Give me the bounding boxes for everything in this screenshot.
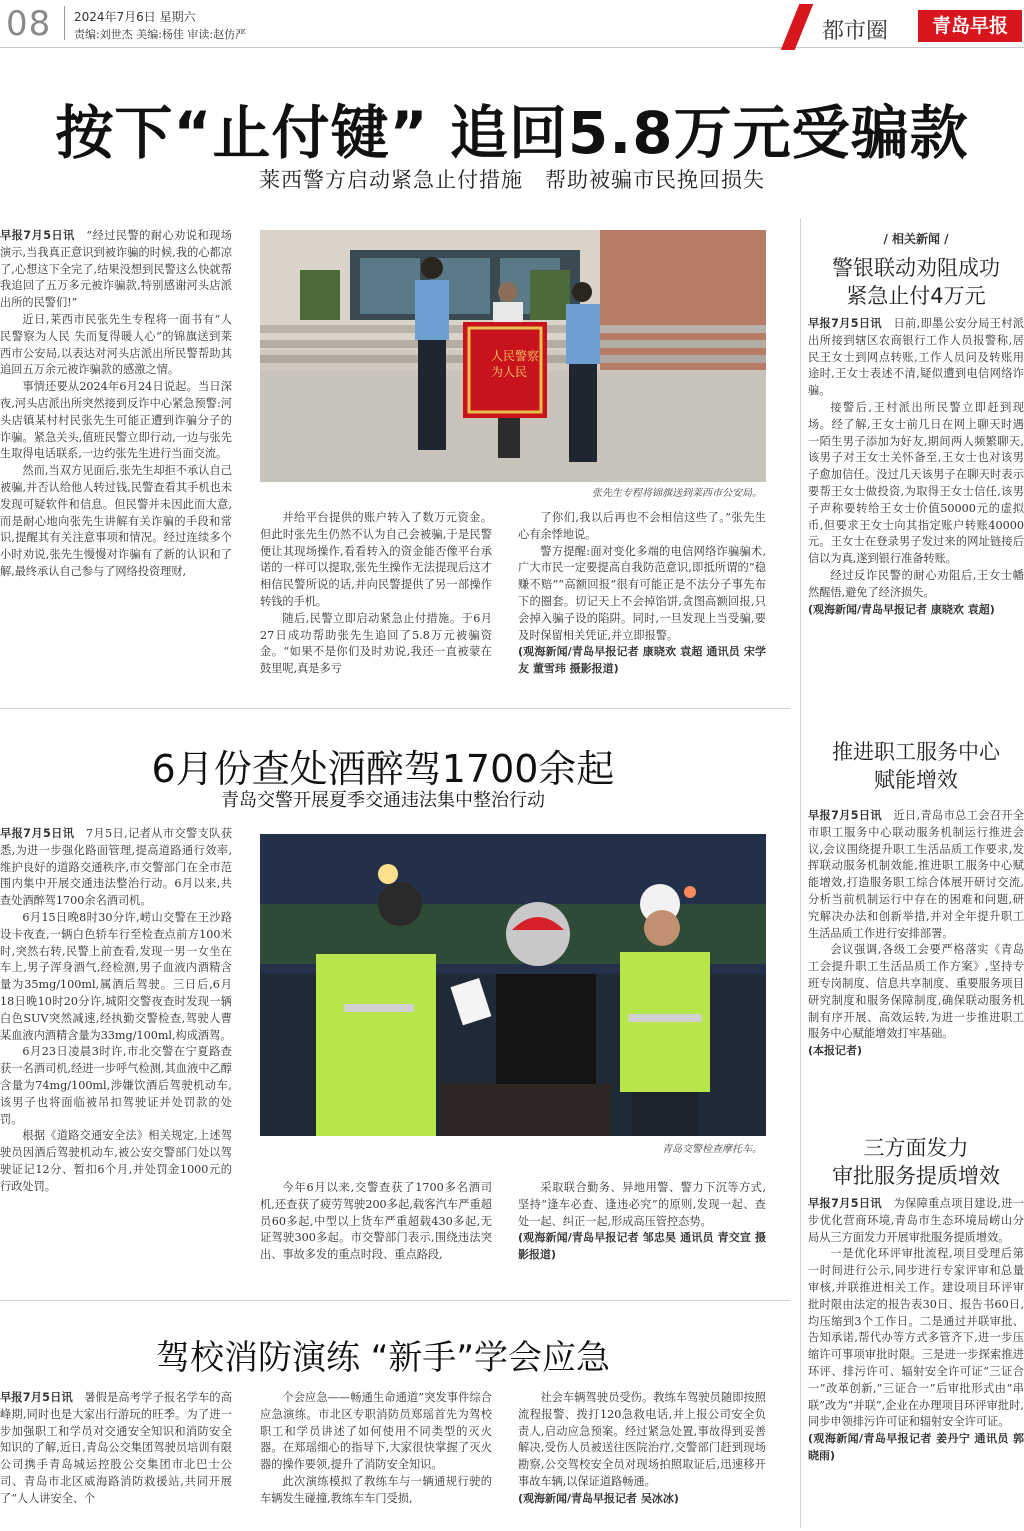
sidebar-story2-title: 推进职工服务中心 赋能增效 <box>832 740 1000 792</box>
paragraph <box>260 1474 492 1508</box>
paragraph-text: 社会车辆驾驶员受伤。教练车驾驶员随即按照流程报警、拨打120急救电话,并上报公司安全负责人,启动应急预案。经过紧急处置,事故得到妥善解决,受伤人员被送往医院治疗,交警部门赶到现场勘察,公交驾校安全员对现场拍照取证后,迅速移开事故车辆,以保证道路畅通。 <box>518 1391 766 1488</box>
paragraph-text: 根据《道路交通安全法》相关规定,上述驾驶员因酒后驾驶机动车,被公安交警部门处以驾驶证记12分、暂扣6个月,并处罚金1000元的行政处罚。 <box>0 1129 232 1193</box>
paragraph <box>518 544 766 645</box>
byline: (观海新闻/青岛早报记者 邹忠昊 通讯员 青交宣 摄影报道) <box>518 1231 766 1262</box>
paragraph <box>260 1180 492 1264</box>
dateline: 早报7月5日讯 <box>0 827 86 840</box>
paragraph-text: 6月23日凌晨3时许,市北交警在宁夏路查获一名酒司机,经进一步呼气检测,其血液中乙醇含量为74mg/100ml,涉嫌饮酒后驾驶机动车,该男子也将面临被吊扣驾驶证并处罚款的处罚。 <box>0 1045 232 1126</box>
story2-column-1 <box>0 826 232 1196</box>
paragraph-text: 会议强调,各级工会要严格落实《青岛工会提升职工生活品质工作方案》,坚持专班专岗制度、信息共享制度、重要服务项目研究制度和服务保障制度,确保联动服务机制有序开展、高效运转,为进一步推进职工服务中心赋能增效打牢基础。 <box>808 943 1024 1041</box>
paragraph <box>808 1246 1024 1431</box>
svg-text:人民警察: 人民警察 <box>491 349 540 363</box>
paragraph <box>260 1390 492 1474</box>
paragraph <box>0 312 232 379</box>
story2-photo <box>260 834 766 1136</box>
byline: (观海新闻/青岛早报记者 康晓欢 袁超) <box>808 602 995 616</box>
sidebar-story1-title: 警银联动劝阻成功 紧急止付4万元 <box>832 256 1000 308</box>
paragraph-text: 并给平台提供的账户转入了数万元资金。但此时张先生仍然不认为自己会被骗,于是民警便让其现场操作,看看转入的资金能否像平台承诺的一样可以提取,张先生操作无法提现后这才相信民警所说的话,并向民警提供了另一部操作转钱的手机。 <box>260 511 492 608</box>
paragraph-text: 7月5日,记者从市交警支队获悉,为进一步强化路面管理,提高道路通行效率,维护良好的道路交通秩序,市交警部门在全市范围内集中开展交通违法整治行动。6月以来,共查处酒醉驾1700余名酒司机。 <box>0 827 233 908</box>
story3-column-3 <box>518 1390 766 1508</box>
story3-headline: 驾校消防演练 “新手”学会应急 <box>155 1338 611 1378</box>
paragraph-text: 接警后,王村派出所民警立即赶到现场。经了解,王女士前几日在网上聊天时遇一陌生男子添加为好友,期间两人频繁聊天,该男子对王女士关怀备至,王女士也对该男子愈加信任。没过几天该男子在聊天时表示要帮王女士做投资,为取得王女士信任,该男子声称要转给王女士价值50000元的虚拟币,但要求王女士向其指定账户转账40000元。王女士在登录男子发过来的网址链接后信以为真,遂到银行准备转账。 <box>808 400 1024 566</box>
page-number: 08 <box>6 4 52 44</box>
sidebar-story3-body <box>808 1196 1024 1465</box>
paragraph-text: 6月15日晚8时30分许,崂山交警在王沙路设卡夜查,一辆白色轿车行至检查点前方100米时,突然右转,民警上前查看,发现一男一女坐在车上,男子浑身酒气,经检测,男子血液内酒精含量为35mg/100ml,属酒后驾驶。三日后,6月18日晚10时20分许,城阳交警夜查时发现一辆白色SUV突然减速,经执勤交警检查,驾驶人曹某血液内酒精含量为33mg/100ml,构成酒驾。 <box>0 910 232 1042</box>
sidebar-story1-body <box>808 316 1024 618</box>
paragraph-text: 今年6月以来,交警查获了1700多名酒司机,还查获了疲劳驾驶200多起,载客汽车严重超员60多起,中型以上货车严重超载430多起,无证驾驶300多起。市交警部门表示,围绕违法突出、事故多发的重点时段、重点路段, <box>260 1181 492 1262</box>
byline: (观海新闻/青岛早报记者 姜丹宁 通讯员 郭晓雨) <box>808 1432 1024 1462</box>
dateline: 早报7月5日讯 <box>808 809 894 822</box>
byline: (观海新闻/青岛早报记者 康晓欢 袁超 通讯员 宋学友 董雪玮 摄影报道) <box>518 645 766 676</box>
lead-subhead: 莱西警方启动紧急止付措施 帮助被骗市民挽回损失 <box>259 168 765 192</box>
section-divider <box>0 1300 790 1301</box>
paragraph-text: “经过民警的耐心劝说和现场演示,当我真正意识到被诈骗的时候,我的心都凉了,心想这下全完了,结果没想到民警这么快就帮我追回了五万多元被诈骗款,特别感谢河头店派出所的民警们!” <box>0 229 232 310</box>
dateline: 早报7月5日讯 <box>808 1197 894 1210</box>
paragraph-text: 随后,民警立即启动紧急止付措施。于6月27日成功帮助张先生追回了5.8万元被骗资金。“如果不是你们及时劝说,我还一直被蒙在鼓里呢,真是多亏 <box>260 611 492 676</box>
paragraph-text: 事情还要从2024年6月24日说起。当日深夜,河头店派出所突然接到反诈中心紧急预警:河头店镇某村村民张先生可能正遭到诈骗分子的诈骗。紧急关头,值班民警立即行动,一边与张先生取得电话联系,一边约张先生进行当面交流。 <box>0 380 232 461</box>
story2-column-3 <box>518 1180 766 1264</box>
related-news-label: / 相关新闻 / <box>883 232 949 246</box>
paragraph <box>0 1390 232 1508</box>
paragraph <box>808 808 1024 942</box>
story2-column-2 <box>260 1180 492 1264</box>
paragraph-text: 暑假是高考学子报名学车的高峰期,同时也是大家出行游玩的旺季。为了进一步加强职工和学员对交通安全知识和消防安全知识的了解,近日,青岛公交集团驾驶员培训有限公司携手青岛城运控股公交集团市北巴士公司、青岛市北区威海路消防救援站,共同开展了“人人讲安全、个 <box>0 1391 232 1505</box>
lead-headline: 按下“止付键” 追回5.8万元受骗款 <box>55 99 969 167</box>
paragraph <box>518 510 766 544</box>
dateline: 早报7月5日讯 <box>808 317 894 330</box>
paragraph <box>0 1044 232 1128</box>
paragraph-text: 一是优化环评审批流程,项目受理后第一时间进行公示,同步进行专家评审和总量审核,并联推进相关工作。建设项目环评审批时限由法定的报告表30日、报告书60日,均压缩到3个工作日。二是通过并联审批、告知承诺,帮代办等方式多管齐下,进一步压缩许可事项审批时限。三是进一步探索推进环评、排污许可、辐射安全许可证“三证合一”改革创新,“三证合一”后审批形式由“串联”改为“并联”,企业在办理项目环评审批时,同步申领排污许可证和辐射安全许可证。 <box>808 1247 1024 1429</box>
paragraph-text: 警方提醒:面对变化多端的电信网络诈骗骗术,广大市民一定要提高自我防范意识,即抵所谓的“稳赚不赔”“高额回报”很有可能正是不法分子事先布下的圈套。切记天上不会掉馅饼,贪图高额回报,只会掉入骗子设的陷阱。同时,一旦发现上当受骗,要及时保留相关凭证,并立即报警。 <box>518 544 766 642</box>
paragraph-text: 了你们,我以后再也不会相信这些了。”张先生心有余悸地说。 <box>518 511 766 541</box>
police-banner-photo <box>260 230 766 482</box>
paragraph-text: 日前,即墨公安分局王村派出所接到辖区农商银行工作人员报警称,居民王女士到网点转账,工作人员问及转账用途时,王女士表述不清,疑似遭到电信网络诈骗。 <box>808 317 1024 398</box>
lead-photo-caption: 张先生专程将锦旗送到莱西市公安局。 <box>592 488 762 499</box>
story2-headline: 6月份查处酒醉驾1700余起 <box>151 747 615 791</box>
lead-column-3 <box>518 510 766 678</box>
editor-credits: 责编:刘世杰 美编:杨佳 审读:赵仿严 <box>74 28 247 41</box>
paragraph <box>0 1128 232 1195</box>
paragraph <box>518 1390 766 1491</box>
newspaper-logo: 青岛早报 <box>918 10 1022 42</box>
paragraph <box>0 463 232 581</box>
paragraph <box>808 316 1024 400</box>
paragraph <box>808 942 1024 1043</box>
paragraph-text: 经过反诈民警的耐心劝阻后,王女士幡然醒悟,避免了经济损失。 <box>808 568 1024 599</box>
svg-text:为人民: 为人民 <box>491 365 528 379</box>
masthead-divider <box>64 6 65 40</box>
paragraph <box>0 910 232 1044</box>
paragraph-text: 为保障重点项目建设,进一步优化营商环境,青岛市生态环境局崂山分局从三方面发力开展审批服务提质增效。 <box>808 1197 1024 1244</box>
byline: (本报记者) <box>808 1044 863 1058</box>
paragraph <box>0 379 232 463</box>
story3-column-2 <box>260 1390 492 1508</box>
paragraph-text: 近日,青岛市总工会召开全市职工服务中心联动服务机制运行推进会议,会议围绕提升职工生活品质工作要求,发挥联动服务机制效能,推进职工服务中心赋能增效,打造服务职工综合体展开研讨交流,分析当前机制运行中存在的困难和问题,研究解决办法和创新举措,并对全年提升职工生活品质工作进行安排部署。 <box>808 809 1024 940</box>
paragraph <box>260 611 492 678</box>
sidebar-divider <box>800 218 801 1528</box>
story2-photo-caption: 青岛交警检查摩托车。 <box>662 1144 762 1155</box>
paragraph <box>808 568 1024 602</box>
section-name: 都市圈 <box>822 19 889 44</box>
byline: (观海新闻/青岛早报记者 吴冰冰) <box>518 1491 679 1505</box>
paragraph <box>518 1180 766 1230</box>
paragraph <box>0 228 232 312</box>
story3-column-1 <box>0 1390 232 1508</box>
dateline: 早报7月5日讯 <box>0 229 87 242</box>
red-accent-slash <box>781 4 814 50</box>
paragraph-text: 个会应急——畅通生命通道”突发事件综合应急演练。市北区专职消防员郑瑶首先为驾校职工和学员讲述了如何使用不同类型的灭火器。在郑瑶细心的指导下,大家很快掌握了灭火器的操作要领,提升了消防安全知识。 <box>260 1391 492 1472</box>
paragraph <box>808 1196 1024 1246</box>
lead-column-2 <box>260 510 492 678</box>
paragraph <box>808 400 1024 568</box>
traffic-police-photo <box>260 834 766 1136</box>
paragraph-text: 采取联合勤务、异地用警、警力下沉等方式,坚持“逢车必查、逢违必究”的原则,发现一起、查处一起、纠正一起,形成高压管控态势。 <box>518 1181 766 1228</box>
paragraph-text: 此次演练模拟了教练车与一辆通规行驶的车辆发生碰撞,教练车车门受损, <box>260 1474 492 1505</box>
paragraph <box>260 510 492 611</box>
issue-date: 2024年7月6日 星期六 <box>74 10 196 24</box>
lead-photo <box>260 230 766 482</box>
sidebar-story2-body <box>808 808 1024 1060</box>
dateline: 早报7月5日讯 <box>0 1391 85 1404</box>
lead-column-1 <box>0 228 232 581</box>
paragraph-text: 然而,当双方见面后,张先生却拒不承认自己被骗,并否认给他人转过钱,民警查看其手机也未发现可疑软件和信息。但民警并未因此而大意,而是耐心地向张先生讲解有关诈骗的手段和常识,提醒其有关注意事项和情况。经过连续多个小时劝说,张先生慢慢对诈骗有了新的认识和了解,最终承认自己参与了网络投资理财, <box>0 464 232 578</box>
paragraph <box>0 826 232 910</box>
paragraph-text: 近日,莱西市民张先生专程将一面书有“人民警察为人民 失而复得暖人心”的锦旗送到莱西市公安局,以表达对河头店派出所民警帮助其追回五万余元被诈骗款的感激之情。 <box>0 312 232 377</box>
section-divider <box>0 708 790 709</box>
story2-subhead: 青岛交警开展夏季交通违法集中整治行动 <box>221 790 545 811</box>
masthead <box>0 0 1024 48</box>
sidebar-story3-title: 三方面发力 审批服务提质增效 <box>832 1136 1000 1188</box>
